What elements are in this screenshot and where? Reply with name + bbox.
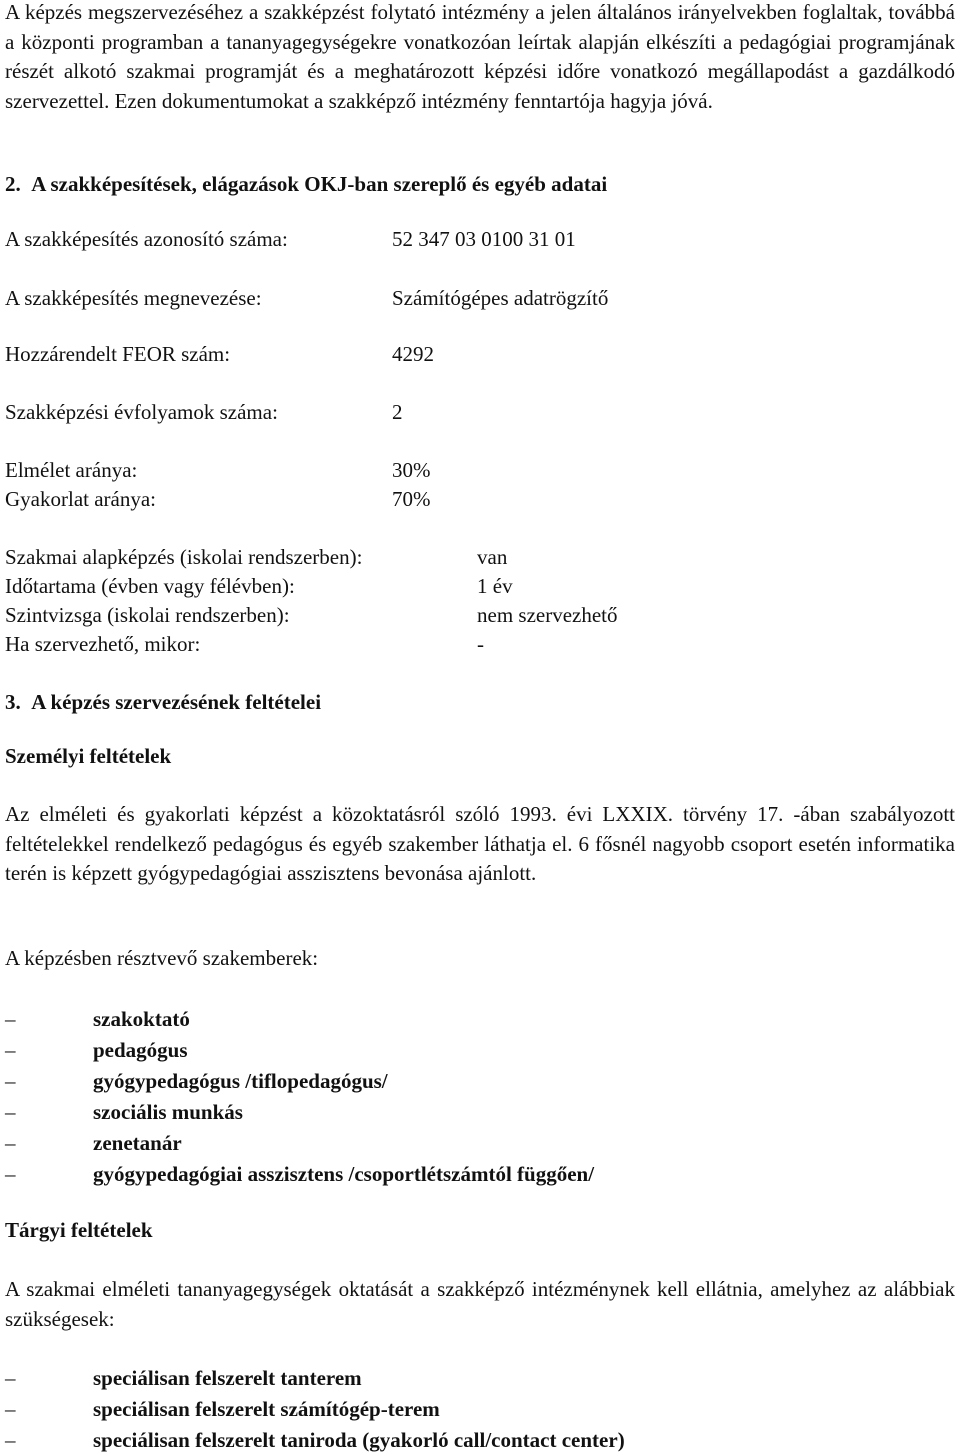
dash-bullet: – — [5, 1428, 16, 1452]
room-item: speciálisan felszerelt tanterem — [93, 1366, 362, 1390]
exam-value: nem szervezhető — [477, 603, 618, 627]
experts-intro: A képzésben résztvevő szakemberek: — [5, 946, 319, 970]
list-item — [5, 1097, 594, 1128]
room-item: speciálisan felszerelt számítógép-terem — [93, 1397, 440, 1421]
list-item — [5, 1159, 594, 1190]
list-item — [5, 1066, 594, 1097]
list-item — [5, 1004, 594, 1035]
list-item — [5, 1425, 625, 1456]
practice-value: 70% — [392, 487, 431, 511]
id-value: 52 347 03 0100 31 01 — [392, 227, 576, 251]
feor-label: Hozzárendelt FEOR szám: — [5, 342, 231, 366]
when-row — [5, 630, 484, 660]
when-label: Ha szervezhető, mikor: — [5, 632, 201, 656]
duration-label: Időtartama (évben vagy félévben): — [5, 574, 295, 598]
dash-bullet: – — [5, 1007, 16, 1031]
expert-item: gyógypedagógiai asszisztens /csoportlétszámtól függően/ — [93, 1162, 595, 1186]
duration-row — [5, 572, 513, 602]
expert-item: pedagógus — [93, 1038, 188, 1062]
theory-label: Elmélet aránya: — [5, 458, 138, 482]
dash-bullet: – — [5, 1397, 16, 1421]
dash-bullet: – — [5, 1162, 16, 1186]
name-row — [5, 284, 608, 314]
material-heading: Tárgyi feltételek — [5, 1218, 153, 1242]
basic-value: van — [477, 545, 508, 569]
exam-label: Szintvizsga (iskolai rendszerben): — [5, 603, 290, 627]
feor-row — [5, 340, 434, 370]
list-item — [5, 1035, 594, 1066]
personal-paragraph: Az elméleti és gyakorlati képzést a közoktatásról szóló 1993. évi LXXIX. törvény 17. -ában szabályozott feltételekkel rendelkező pedagógus és egyéb szakember láthatja el. 6 fősnél nagyobb csoport esetén informatika terén is képzett gyógypedagógiai asszisztens bevonása ajánlott. — [5, 802, 955, 885]
when-value: - — [477, 632, 484, 656]
personal-heading: Személyi feltételek — [5, 744, 172, 768]
exam-row — [5, 601, 618, 631]
dash-bullet: – — [5, 1131, 16, 1155]
years-label: Szakképzési évfolyamok száma: — [5, 400, 278, 424]
expert-item: zenetanár — [93, 1131, 182, 1155]
expert-item: gyógypedagógus /tiflopedagógus/ — [93, 1069, 388, 1093]
id-label: A szakképesítés azonosító száma: — [5, 227, 288, 251]
material-paragraph: A szakmai elméleti tananyagegységek oktatását a szakképző intézménynek kell ellátnia, amelyhez az alábbiak szükségesek: — [5, 1277, 955, 1331]
room-item: speciálisan felszerelt tanirodа (gyakorló call/contact center) — [93, 1428, 625, 1452]
dash-bullet: – — [5, 1038, 16, 1062]
list-item — [5, 1394, 625, 1425]
theory-value: 30% — [392, 458, 431, 482]
id-row — [5, 225, 576, 255]
feor-value: 4292 — [392, 342, 434, 366]
name-label: A szakképesítés megnevezése: — [5, 286, 262, 310]
rooms-list — [5, 1363, 625, 1456]
dash-bullet: – — [5, 1100, 16, 1124]
dash-bullet: – — [5, 1069, 16, 1093]
expert-item: szociális munkás — [93, 1100, 243, 1124]
experts-list — [5, 1004, 594, 1190]
years-row — [5, 398, 403, 428]
dash-bullet: – — [5, 1366, 16, 1390]
section-3-heading: 3. A képzés szervezésének feltételei — [5, 690, 322, 714]
practice-label: Gyakorlat aránya: — [5, 487, 157, 511]
name-value: Számítógépes adatrögzítő — [392, 286, 609, 310]
basic-row — [5, 543, 507, 573]
basic-label: Szakmai alapképzés (iskolai rendszerben): — [5, 545, 363, 569]
list-item — [5, 1363, 625, 1394]
expert-item: szakoktató — [93, 1007, 190, 1031]
practice-row — [5, 485, 431, 515]
duration-value: 1 év — [477, 574, 513, 598]
list-item — [5, 1128, 594, 1159]
section-2-heading: 2. A szakképesítések, elágazások OKJ-ban szereplő és egyéb adatai — [5, 172, 608, 196]
theory-row — [5, 456, 431, 486]
years-value: 2 — [392, 400, 403, 424]
intro-paragraph: A képzés megszervezéséhez a szakképzést folytató intézmény a jelen általános irányelvekben foglaltak, továbbá a központi programban a tananyagegységekre vonatkozóan leírtak alapján elkészíti a pedagógiai programjának részét alkotó szakmai programját és a meghatározott képzési időre vonatkozó megállapodást a gazdálkodó szervezettel. Ezen dokumentumokat a szakképző intézmény fenntartója hagyja jóvá. — [5, 0, 955, 113]
